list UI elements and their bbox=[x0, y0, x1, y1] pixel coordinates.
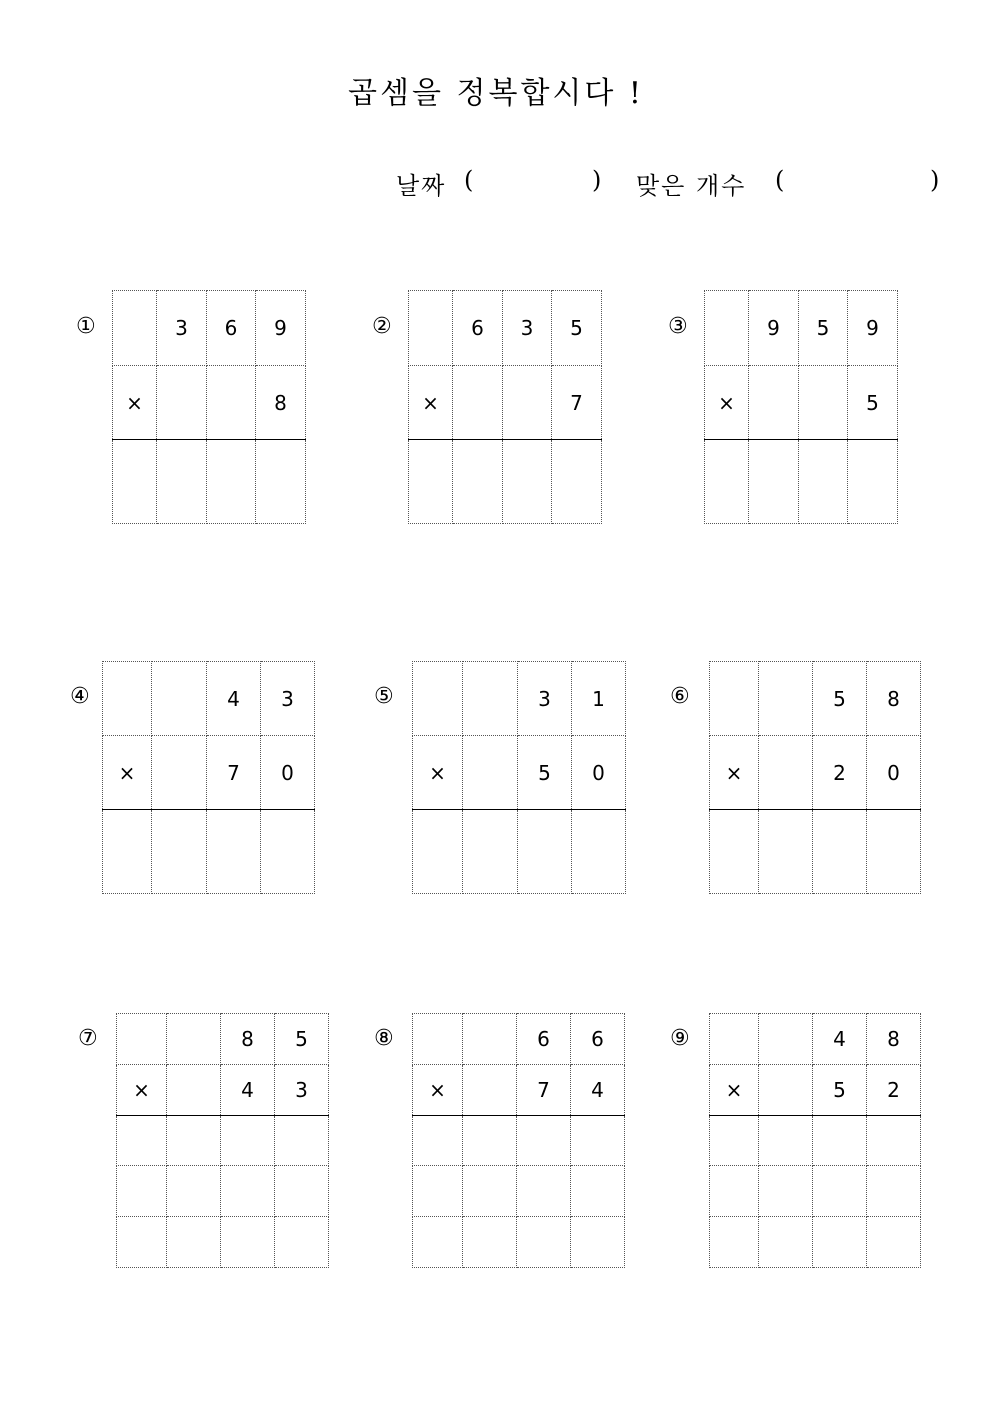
answer-cell[interactable] bbox=[572, 810, 626, 894]
digit-cell bbox=[453, 366, 503, 440]
digit-cell bbox=[759, 1065, 813, 1116]
answer-cell[interactable] bbox=[759, 810, 813, 894]
answer-cell[interactable] bbox=[207, 440, 256, 524]
answer-cell[interactable] bbox=[705, 440, 749, 524]
answer-cell[interactable] bbox=[517, 1116, 571, 1166]
answer-cell[interactable] bbox=[517, 1217, 571, 1268]
digit-cell: 0 bbox=[572, 736, 626, 810]
digit-cell: 4 bbox=[813, 1014, 867, 1065]
digit-cell bbox=[152, 662, 207, 736]
digit-cell: 5 bbox=[552, 291, 602, 366]
answer-cell[interactable] bbox=[749, 440, 799, 524]
answer-cell[interactable] bbox=[167, 1217, 221, 1268]
digit-cell bbox=[710, 1014, 759, 1065]
answer-cell[interactable] bbox=[867, 810, 921, 894]
answer-cell[interactable] bbox=[710, 1217, 759, 1268]
digit-cell bbox=[463, 662, 518, 736]
digit-cell bbox=[207, 366, 256, 440]
digit-cell: 6 bbox=[453, 291, 503, 366]
digit-cell: 8 bbox=[867, 662, 921, 736]
answer-cell[interactable] bbox=[117, 1166, 167, 1217]
multiply-sign: × bbox=[103, 736, 152, 810]
digit-cell: 3 bbox=[157, 291, 207, 366]
problem-grid-7 bbox=[116, 1013, 329, 1268]
multiply-sign: × bbox=[117, 1065, 167, 1116]
answer-cell[interactable] bbox=[256, 440, 306, 524]
problem-grid-3 bbox=[704, 290, 898, 524]
answer-cell[interactable] bbox=[275, 1217, 329, 1268]
digit-cell bbox=[710, 662, 759, 736]
digit-cell: 6 bbox=[517, 1014, 571, 1065]
answer-cell[interactable] bbox=[117, 1116, 167, 1166]
answer-cell[interactable] bbox=[463, 1116, 517, 1166]
page-title: 곱셈을 정복합시다 ! bbox=[348, 76, 644, 111]
digit-cell: 3 bbox=[261, 662, 315, 736]
answer-cell[interactable] bbox=[463, 1166, 517, 1217]
problem-grid-1 bbox=[112, 290, 306, 524]
digit-cell: 5 bbox=[799, 291, 848, 366]
digit-cell: 5 bbox=[813, 662, 867, 736]
count-open-paren: ( bbox=[775, 166, 787, 194]
digit-cell bbox=[413, 1014, 463, 1065]
digit-cell: 3 bbox=[518, 662, 572, 736]
answer-cell[interactable] bbox=[710, 1116, 759, 1166]
digit-cell: 6 bbox=[571, 1014, 625, 1065]
answer-cell[interactable] bbox=[759, 1166, 813, 1217]
digit-cell: 8 bbox=[867, 1014, 921, 1065]
multiply-sign: × bbox=[413, 736, 463, 810]
problem-number-7: ⑦ bbox=[78, 1026, 98, 1051]
answer-cell[interactable] bbox=[157, 440, 207, 524]
problem-number-4: ④ bbox=[70, 684, 90, 709]
digit-cell: 2 bbox=[867, 1065, 921, 1116]
problem-number-9: ⑨ bbox=[670, 1026, 690, 1051]
multiply-sign: × bbox=[409, 366, 453, 440]
digit-cell bbox=[157, 366, 207, 440]
digit-cell bbox=[463, 736, 518, 810]
multiply-sign: × bbox=[413, 1065, 463, 1116]
answer-cell[interactable] bbox=[103, 810, 152, 894]
digit-cell bbox=[152, 736, 207, 810]
answer-cell[interactable] bbox=[571, 1116, 625, 1166]
digit-cell bbox=[413, 662, 463, 736]
answer-cell[interactable] bbox=[518, 810, 572, 894]
digit-cell bbox=[167, 1014, 221, 1065]
multiply-sign: × bbox=[710, 736, 759, 810]
multiply-sign: × bbox=[710, 1065, 759, 1116]
count-close-paren: ) bbox=[930, 166, 942, 194]
answer-cell[interactable] bbox=[167, 1166, 221, 1217]
answer-cell[interactable] bbox=[413, 1217, 463, 1268]
digit-cell: 9 bbox=[749, 291, 799, 366]
answer-cell[interactable] bbox=[867, 1116, 921, 1166]
digit-cell: 3 bbox=[275, 1065, 329, 1116]
digit-cell: 7 bbox=[517, 1065, 571, 1116]
answer-cell[interactable] bbox=[813, 1217, 867, 1268]
answer-cell[interactable] bbox=[710, 810, 759, 894]
answer-cell[interactable] bbox=[221, 1217, 275, 1268]
answer-cell[interactable] bbox=[221, 1166, 275, 1217]
date-label: 날짜 bbox=[396, 172, 447, 200]
digit-cell bbox=[409, 291, 453, 366]
digit-cell bbox=[463, 1065, 517, 1116]
answer-cell[interactable] bbox=[799, 440, 848, 524]
problem-number-8: ⑧ bbox=[374, 1026, 394, 1051]
digit-cell: 8 bbox=[256, 366, 306, 440]
answer-cell[interactable] bbox=[759, 1116, 813, 1166]
answer-cell[interactable] bbox=[813, 1116, 867, 1166]
digit-cell: 4 bbox=[571, 1065, 625, 1116]
problem-grid-5 bbox=[412, 661, 626, 894]
digit-cell: 4 bbox=[207, 662, 261, 736]
problem-number-5: ⑤ bbox=[374, 684, 394, 709]
answer-cell[interactable] bbox=[552, 440, 602, 524]
date-close-paren: ) bbox=[592, 166, 604, 194]
digit-cell bbox=[103, 662, 152, 736]
digit-cell: 7 bbox=[552, 366, 602, 440]
digit-cell: 0 bbox=[867, 736, 921, 810]
problem-number-1: ① bbox=[76, 314, 96, 339]
digit-cell bbox=[463, 1014, 517, 1065]
problem-grid-9 bbox=[709, 1013, 921, 1268]
problem-grid-6 bbox=[709, 661, 921, 894]
answer-cell[interactable] bbox=[453, 440, 503, 524]
multiply-sign: × bbox=[705, 366, 749, 440]
digit-cell: 6 bbox=[207, 291, 256, 366]
answer-cell[interactable] bbox=[517, 1166, 571, 1217]
answer-cell[interactable] bbox=[503, 440, 552, 524]
digit-cell bbox=[759, 1014, 813, 1065]
count-label: 맞은 개수 bbox=[636, 172, 747, 200]
answer-cell[interactable] bbox=[275, 1116, 329, 1166]
digit-cell bbox=[113, 291, 157, 366]
digit-cell: 3 bbox=[503, 291, 552, 366]
digit-cell: 9 bbox=[848, 291, 898, 366]
answer-cell[interactable] bbox=[117, 1217, 167, 1268]
digit-cell: 9 bbox=[256, 291, 306, 366]
answer-cell[interactable] bbox=[848, 440, 898, 524]
problem-grid-4 bbox=[102, 661, 315, 894]
digit-cell: 5 bbox=[275, 1014, 329, 1065]
answer-cell[interactable] bbox=[867, 1217, 921, 1268]
answer-cell[interactable] bbox=[571, 1166, 625, 1217]
problem-grid-2 bbox=[408, 290, 602, 524]
digit-cell: 4 bbox=[221, 1065, 275, 1116]
answer-cell[interactable] bbox=[759, 1217, 813, 1268]
problem-number-6: ⑥ bbox=[670, 684, 690, 709]
multiply-sign: × bbox=[113, 366, 157, 440]
answer-cell[interactable] bbox=[261, 810, 315, 894]
digit-cell bbox=[167, 1065, 221, 1116]
answer-cell[interactable] bbox=[463, 810, 518, 894]
answer-cell[interactable] bbox=[413, 810, 463, 894]
answer-cell[interactable] bbox=[867, 1166, 921, 1217]
problem-number-2: ② bbox=[372, 314, 392, 339]
digit-cell: 2 bbox=[813, 736, 867, 810]
digit-cell: 0 bbox=[261, 736, 315, 810]
digit-cell: 5 bbox=[813, 1065, 867, 1116]
digit-cell bbox=[117, 1014, 167, 1065]
answer-cell[interactable] bbox=[275, 1166, 329, 1217]
answer-cell[interactable] bbox=[571, 1217, 625, 1268]
answer-cell[interactable] bbox=[409, 440, 453, 524]
digit-cell bbox=[749, 366, 799, 440]
answer-cell[interactable] bbox=[813, 810, 867, 894]
answer-cell[interactable] bbox=[413, 1166, 463, 1217]
digit-cell bbox=[705, 291, 749, 366]
digit-cell: 1 bbox=[572, 662, 626, 736]
digit-cell: 5 bbox=[848, 366, 898, 440]
answer-cell[interactable] bbox=[207, 810, 261, 894]
date-open-paren: ( bbox=[464, 166, 476, 194]
answer-cell[interactable] bbox=[463, 1217, 517, 1268]
digit-cell bbox=[759, 736, 813, 810]
answer-cell[interactable] bbox=[813, 1166, 867, 1217]
problem-number-3: ③ bbox=[668, 314, 688, 339]
answer-cell[interactable] bbox=[167, 1116, 221, 1166]
answer-cell[interactable] bbox=[152, 810, 207, 894]
answer-cell[interactable] bbox=[221, 1116, 275, 1166]
digit-cell: 8 bbox=[221, 1014, 275, 1065]
answer-cell[interactable] bbox=[413, 1116, 463, 1166]
digit-cell bbox=[503, 366, 552, 440]
digit-cell: 5 bbox=[518, 736, 572, 810]
answer-cell[interactable] bbox=[113, 440, 157, 524]
digit-cell: 7 bbox=[207, 736, 261, 810]
digit-cell bbox=[799, 366, 848, 440]
digit-cell bbox=[759, 662, 813, 736]
answer-cell[interactable] bbox=[710, 1166, 759, 1217]
problem-grid-8 bbox=[412, 1013, 625, 1268]
